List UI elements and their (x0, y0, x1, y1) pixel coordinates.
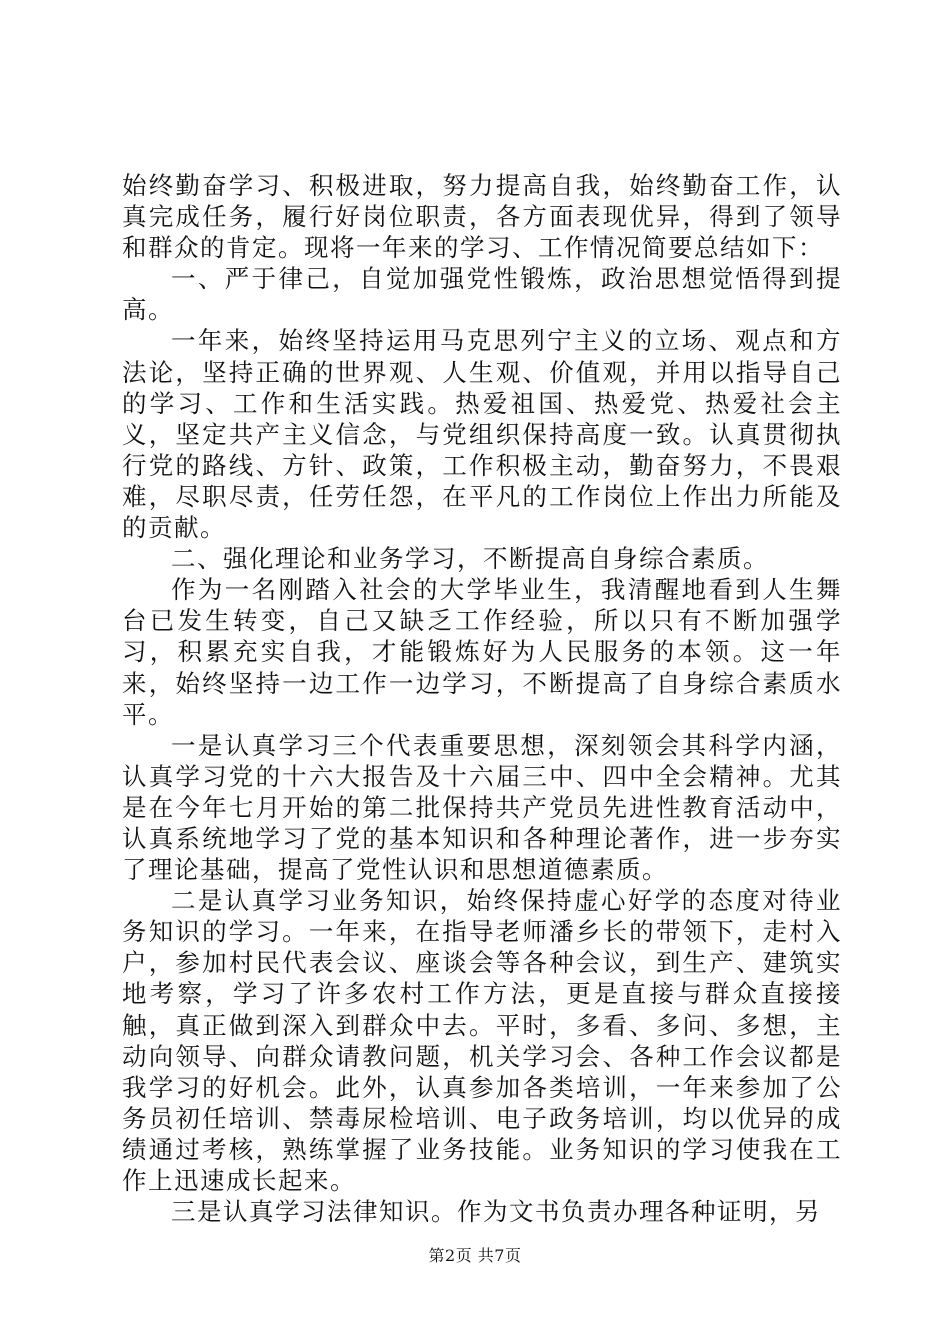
paragraph-law-study: 三是认真学习法律知识。作为文书负责办理各种证明，另 (171, 1197, 821, 1227)
paragraph-graduate-learning: 作为一名刚踏入社会的大学毕业生，我清醒地看到人生舞台已发生转变，自己又缺乏工作经验，所以只有不断加强学习，积累充实自我，才能锻炼好为人民服务的本领。这一年来，始终坚持一边工作一边学习，不断提高了自身综合素质水平。 (122, 575, 842, 729)
section-heading-2: 二、强化理论和业务学习，不断提高自身综合素质。 (171, 544, 769, 574)
page-number-footer: 第2页 共7页 (428, 1246, 522, 1265)
paragraph-intro: 始终勤奋学习、积极进取，努力提高自我，始终勤奋工作，认真完成任务，履行好岗位职责，各方面表现优异，得到了领导和群众的肯定。现将一年来的学习、工作情况简要总结如下： (122, 171, 842, 263)
paragraph-political-thought: 一年来，始终坚持运用马克思列宁主义的立场、观点和方法论，坚持正确的世界观、人生观、价值观，并用以指导自己的学习、工作和生活实践。热爱祖国、热爱党、热爱社会主义，坚定共产主义信念，与党组织保持高度一致。认真贯彻执行党的路线、方针、政策，工作积极主动，勤奋努力，不畏艰难，尽职尽责，任劳任怨，在平凡的工作岗位上作出力所能及的贡献。 (122, 326, 842, 543)
document-body (122, 170, 842, 1227)
paragraph-business-study: 二是认真学习业务知识，始终保持虚心好学的态度对待业务知识的学习。一年来，在指导老师潘乡长的带领下，走村入户，参加村民代表会议、座谈会等各种会议，到生产、建筑实地考察，学习了许多农村工作方法，更是直接与群众直接接触，真正做到深入到群众中去。平时，多看、多问、多想，主动向领导、向群众请教问题，机关学习会、各种工作会议都是我学习的好机会。此外，认真参加各类培训，一年来参加了公务员初任培训、禁毒尿检培训、电子政务培训，均以优异的成绩通过考核，熟练掌握了业务技能。业务知识的学习使我在工作上迅速成长起来。 (122, 886, 842, 1195)
paragraph-theory-study: 一是认真学习三个代表重要思想，深刻领会其科学内涵，认真学习党的十六大报告及十六届三中、四中全会精神。尤其是在今年七月开始的第二批保持共产党员先进性教育活动中，认真系统地学习了党的基本知识和各种理论著作，进一步夯实了理论基础，提高了党性认识和思想道德素质。 (122, 730, 842, 885)
section-heading-1: 一、严于律己，自觉加强党性锻炼，政治思想觉悟得到提高。 (122, 264, 842, 325)
